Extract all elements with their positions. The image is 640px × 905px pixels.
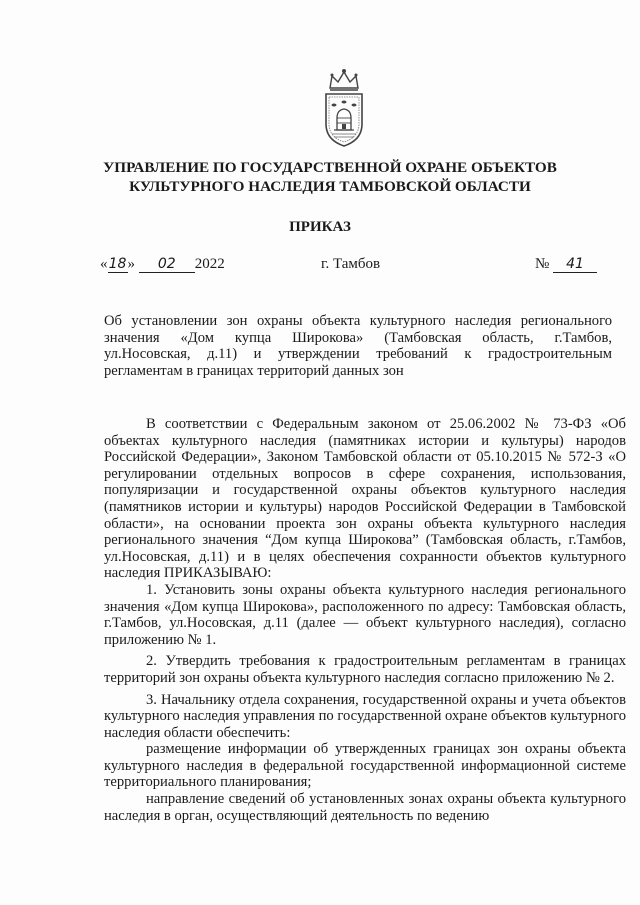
order-number-value: 41 [553, 256, 597, 273]
order-number-label: № [535, 256, 550, 272]
body-paragraph: В соответствии с Федеральным законом от 25.06.2002 № 73-ФЗ «Об объектах культурного наследия (памятниках истории и культуры) народов Российской Федерации», Законом Тамбовской области от 05.10.2015 № 572-З «О регулировании отдельных вопросов в сфере сохранения, использования, популяризации и государственной охраны объектов культурного наследия (памятников истории и культуры) народов Российской Федерации в Тамбовской области», на основании проекта зон охраны объекта культурного наследия регионального значения “Дом купца Широкова” (Тамбовская область, г.Тамбов, ул.Носовская, д.11) и в целях обеспечения сохранности объектов культурного наследия ПРИКАЗЫВАЮ: [104, 416, 626, 582]
body-paragraph: 3. Начальнику отдела сохранения, государственной охраны и учета объектов культурного наследия управления по государственной охране объектов культурного наследия области обеспечить: [104, 691, 627, 741]
body-paragraph: 1. Установить зоны охраны объекта культурного наследия регионального значения «Дом купца Широкова», расположенного по адресу: Тамбовская область, г.Тамбов, ул.Носовская, д.11 (далее — объект культурного наследия), согласно приложению № 1. [104, 581, 626, 648]
order-body [104, 416, 626, 824]
subject-line: ул.Носовская, д.11) и утверждении требований к градостроительным [104, 346, 612, 363]
date-day: 18 [108, 256, 127, 272]
subject-line: Об установлении зон охраны объекта культурного наследия регионального [104, 313, 612, 329]
order-number [535, 256, 597, 273]
tambov-coat-of-arms-icon [318, 66, 370, 150]
date-month: 02 [139, 256, 195, 273]
body-paragraph: размещение информации об утвержденных границах зон охраны объекта культурного наследия в федеральной государственной информационной системе территориального планирования; [104, 741, 626, 791]
order-date [100, 256, 225, 273]
date-open-quote: « [100, 256, 108, 272]
document-title: ПРИКАЗ [289, 219, 351, 235]
order-subject [104, 313, 612, 379]
date-year: 2022 [194, 256, 225, 272]
header-line-2: КУЛЬТУРНОГО НАСЛЕДИЯ ТАМБОВСКОЙ ОБЛАСТИ [129, 178, 531, 195]
body-paragraph: 2. Утвердить требования к градостроительным регламентам в границах территорий зон охраны объекта культурного наследия согласно приложению № 2. [104, 653, 626, 686]
order-city: г. Тамбов [321, 256, 381, 272]
organization-header [60, 158, 600, 196]
subject-line: регламентам в границах территорий данных зон [104, 362, 404, 379]
header-line-1: УПРАВЛЕНИЕ ПО ГОСУДАРСТВЕННОЙ ОХРАНЕ ОБЪЕКТОВ [103, 159, 557, 176]
subject-line: значения «Дом купца Широкова» (Тамбовская область, г.Тамбов, [104, 329, 612, 346]
date-close-quote: » [127, 256, 135, 272]
body-paragraph: направление сведений об установленных зонах охраны объекта культурного наследия в орган, осуществляющий деятельность по ведению [104, 791, 626, 824]
